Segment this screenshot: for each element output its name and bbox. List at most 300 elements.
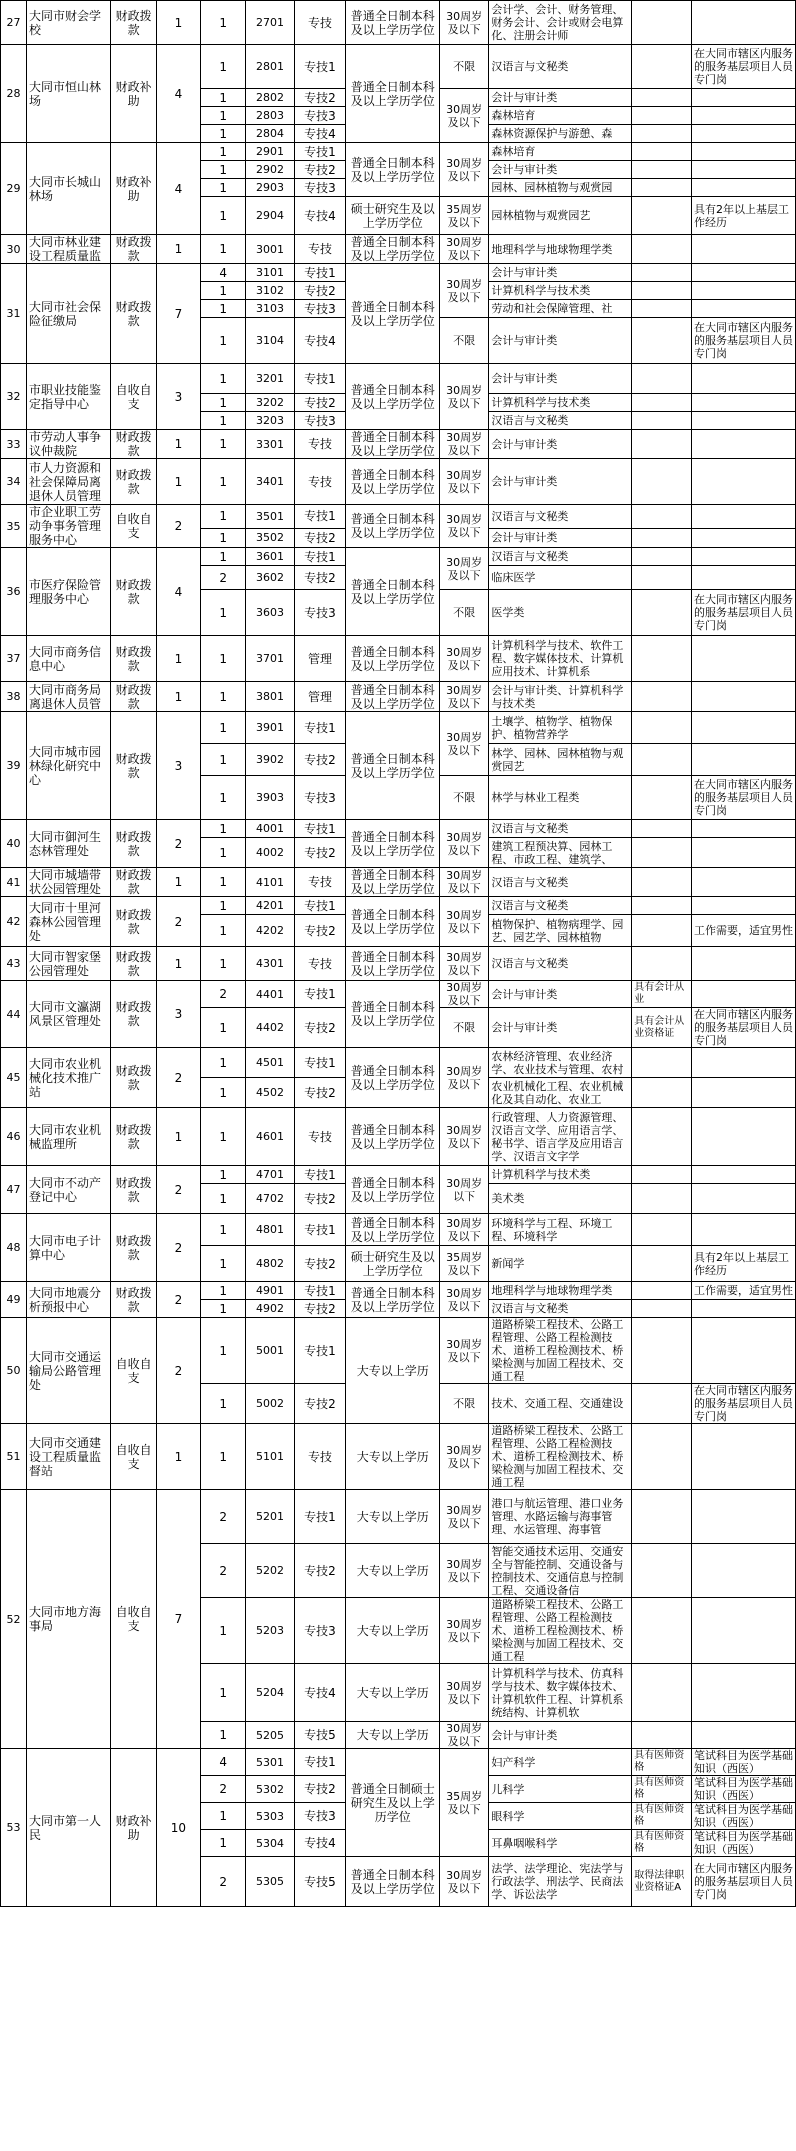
post-code: 4202 <box>246 915 294 947</box>
other-requirements: 笔试科目为医学基础知识（西医） <box>691 1803 795 1830</box>
qualification <box>632 1078 692 1108</box>
table-row <box>1 897 796 915</box>
age-limit: 30周岁及以下 <box>439 1108 488 1166</box>
unit-total: 7 <box>156 1490 200 1749</box>
post-code: 4001 <box>246 820 294 838</box>
other-requirements <box>691 1490 795 1544</box>
unit-name: 大同市社会保险征缴局 <box>26 264 110 364</box>
post-type: 专技3 <box>294 107 346 125</box>
post-code: 4801 <box>246 1214 294 1246</box>
post-code: 3101 <box>246 264 294 282</box>
education: 大专以上学历 <box>346 1424 440 1490</box>
post-count: 1 <box>201 1664 246 1722</box>
unit-name: 大同市第一人民 <box>26 1749 110 1907</box>
post-type: 专技1 <box>294 820 346 838</box>
fund-type: 财政拨款 <box>111 636 156 682</box>
post-count: 2 <box>201 1544 246 1598</box>
education: 普通全日制硕士研究生及以上学历学位 <box>346 1749 440 1857</box>
qualification <box>632 282 692 300</box>
education: 普通全日制本科及以上学历学位 <box>346 1857 440 1907</box>
education: 普通全日制本科及以上学历学位 <box>346 1214 440 1246</box>
major: 林学与林业工程类 <box>489 776 632 820</box>
qualification <box>632 528 692 547</box>
table-body <box>1 1 796 1907</box>
other-requirements <box>691 459 795 505</box>
qualification <box>632 89 692 107</box>
education: 普通全日制本科及以上学历学位 <box>346 459 440 505</box>
serial-number: 51 <box>1 1424 27 1490</box>
age-limit: 30周岁及以下 <box>439 505 488 548</box>
post-count: 1 <box>201 744 246 776</box>
education: 普通全日制本科及以上学历学位 <box>346 1048 440 1108</box>
post-code: 3103 <box>246 300 294 318</box>
post-count: 1 <box>201 1282 246 1300</box>
age-limit: 30周岁及以下 <box>439 820 488 868</box>
major: 行政管理、人力资源管理、汉语言文学、应用语言学、秘书学、语言学及应用语言学、汉语言文字学 <box>489 1108 632 1166</box>
unit-name: 市医疗保险管理服务中心 <box>26 548 110 636</box>
age-limit: 30周岁及以下 <box>439 143 488 197</box>
post-code: 4702 <box>246 1184 294 1214</box>
major: 森林培育 <box>489 143 632 161</box>
post-count: 1 <box>201 125 246 143</box>
qualification: 具有医师资格 <box>632 1749 692 1776</box>
major: 计算机科学与技术类 <box>489 282 632 300</box>
major: 汉语言与文秘类 <box>489 45 632 89</box>
post-count: 1 <box>201 300 246 318</box>
fund-type: 财政拨款 <box>111 1 156 45</box>
post-count: 1 <box>201 1598 246 1664</box>
unit-name: 大同市城市园林绿化研究中心 <box>26 712 110 820</box>
post-type: 专技 <box>294 459 346 505</box>
age-limit: 30周岁及以下 <box>439 1722 488 1749</box>
other-requirements <box>691 1318 795 1384</box>
post-code: 5204 <box>246 1664 294 1722</box>
education: 普通全日制本科及以上学历学位 <box>346 1166 440 1214</box>
post-type: 专技5 <box>294 1722 346 1749</box>
other-requirements <box>691 981 795 1008</box>
major: 汉语言与文秘类 <box>489 947 632 981</box>
post-code: 2903 <box>246 179 294 197</box>
post-count: 1 <box>201 1 246 45</box>
age-limit: 30周岁及以下 <box>439 1857 488 1907</box>
qualification <box>632 394 692 412</box>
post-count: 1 <box>201 548 246 566</box>
post-type: 专技4 <box>294 1664 346 1722</box>
qualification <box>632 1300 692 1318</box>
post-code: 2804 <box>246 125 294 143</box>
major: 会计与审计类 <box>489 981 632 1008</box>
other-requirements: 在大同市辖区内服务的服务基层项目人员专门岗 <box>691 590 795 636</box>
age-limit: 不限 <box>439 590 488 636</box>
unit-total: 2 <box>156 1318 200 1424</box>
fund-type: 财政拨款 <box>111 981 156 1048</box>
table-row <box>1 548 796 566</box>
post-count: 1 <box>201 1048 246 1078</box>
major: 汉语言与文秘类 <box>489 505 632 529</box>
serial-number: 30 <box>1 235 27 264</box>
other-requirements <box>691 1722 795 1749</box>
unit-name: 大同市商务局离退休人员管 <box>26 682 110 712</box>
post-count: 1 <box>201 838 246 868</box>
education: 普通全日制本科及以上学历学位 <box>346 947 440 981</box>
post-code: 3201 <box>246 364 294 394</box>
post-code: 4101 <box>246 868 294 897</box>
table-row <box>1 364 796 394</box>
post-code: 3001 <box>246 235 294 264</box>
post-type: 专技2 <box>294 394 346 412</box>
qualification <box>632 45 692 89</box>
qualification <box>632 1318 692 1384</box>
post-code: 3401 <box>246 459 294 505</box>
fund-type: 财政拨款 <box>111 947 156 981</box>
unit-total: 2 <box>156 505 200 548</box>
other-requirements: 工作需要，适宜男性 <box>691 915 795 947</box>
education: 普通全日制本科及以上学历学位 <box>346 820 440 868</box>
other-requirements <box>691 897 795 915</box>
other-requirements <box>691 744 795 776</box>
unit-name: 大同市文瀛湖风景区管理处 <box>26 981 110 1048</box>
qualification <box>632 776 692 820</box>
major: 港口与航运管理、港口业务管理、水路运输与海事管理、水运管理、海事管 <box>489 1490 632 1544</box>
other-requirements <box>691 394 795 412</box>
post-type: 专技4 <box>294 197 346 235</box>
post-count: 1 <box>201 915 246 947</box>
age-limit: 30周岁及以下 <box>439 636 488 682</box>
major: 汉语言与文秘类 <box>489 820 632 838</box>
unit-total: 2 <box>156 820 200 868</box>
major: 新闻学 <box>489 1246 632 1282</box>
post-code: 4701 <box>246 1166 294 1184</box>
post-code: 5201 <box>246 1490 294 1544</box>
post-type: 专技1 <box>294 1318 346 1384</box>
unit-total: 3 <box>156 364 200 430</box>
age-limit: 30周岁及以下 <box>439 430 488 459</box>
post-type: 专技2 <box>294 744 346 776</box>
table-row <box>1 868 796 897</box>
post-type: 专技 <box>294 1108 346 1166</box>
post-code: 3901 <box>246 712 294 744</box>
qualification <box>632 161 692 179</box>
fund-type: 财政拨款 <box>111 1166 156 1214</box>
other-requirements <box>691 235 795 264</box>
other-requirements: 笔试科目为医学基础知识（西医） <box>691 1830 795 1857</box>
education: 普通全日制本科及以上学历学位 <box>346 548 440 636</box>
other-requirements <box>691 179 795 197</box>
post-count: 1 <box>201 1078 246 1108</box>
serial-number: 28 <box>1 45 27 143</box>
education: 普通全日制本科及以上学历学位 <box>346 235 440 264</box>
post-code: 3902 <box>246 744 294 776</box>
age-limit: 30周岁及以下 <box>439 1544 488 1598</box>
post-type: 专技3 <box>294 1803 346 1830</box>
unit-total: 1 <box>156 235 200 264</box>
age-limit: 30周岁及以下 <box>439 1 488 45</box>
major: 会计与审计类 <box>489 89 632 107</box>
other-requirements: 笔试科目为医学基础知识（西医） <box>691 1749 795 1776</box>
major: 医学类 <box>489 590 632 636</box>
education: 普通全日制本科及以上学历学位 <box>346 636 440 682</box>
post-count: 1 <box>201 1108 246 1166</box>
major: 植物保护、植物病理学、园艺、园艺学、园林植物 <box>489 915 632 947</box>
major: 土壤学、植物学、植物保护、植物营养学 <box>489 712 632 744</box>
post-code: 4501 <box>246 1048 294 1078</box>
post-count: 1 <box>201 459 246 505</box>
major: 汉语言与文秘类 <box>489 412 632 430</box>
qualification <box>632 838 692 868</box>
post-type: 专技1 <box>294 712 346 744</box>
post-count: 1 <box>201 143 246 161</box>
table-row <box>1 143 796 161</box>
unit-total: 1 <box>156 459 200 505</box>
other-requirements <box>691 125 795 143</box>
serial-number: 44 <box>1 981 27 1048</box>
other-requirements <box>691 1214 795 1246</box>
table-row <box>1 505 796 529</box>
major: 劳动和社会保障管理、社 <box>489 300 632 318</box>
other-requirements <box>691 1424 795 1490</box>
unit-name: 大同市智家堡公园管理处 <box>26 947 110 981</box>
post-type: 专技2 <box>294 161 346 179</box>
table-row <box>1 459 796 505</box>
fund-type: 财政拨款 <box>111 548 156 636</box>
major: 汉语言与文秘类 <box>489 548 632 566</box>
major: 汉语言与文秘类 <box>489 897 632 915</box>
education: 硕士研究生及以上学历学位 <box>346 197 440 235</box>
other-requirements <box>691 107 795 125</box>
unit-name: 大同市交通建设工程质量监督站 <box>26 1424 110 1490</box>
qualification: 取得法律职业资格证A <box>632 1857 692 1907</box>
qualification <box>632 235 692 264</box>
serial-number: 32 <box>1 364 27 430</box>
unit-name: 市劳动人事争议仲裁院 <box>26 430 110 459</box>
unit-total: 2 <box>156 1214 200 1282</box>
qualification: 具有会计从业资格证 <box>632 1008 692 1048</box>
education: 大专以上学历 <box>346 1318 440 1424</box>
post-type: 专技1 <box>294 1214 346 1246</box>
post-code: 5101 <box>246 1424 294 1490</box>
unit-name: 大同市农业机械化技术推广站 <box>26 1048 110 1108</box>
post-count: 2 <box>201 1776 246 1803</box>
post-code: 5203 <box>246 1598 294 1664</box>
post-code: 4002 <box>246 838 294 868</box>
table-row <box>1 712 796 744</box>
age-limit: 30周岁及以下 <box>439 548 488 590</box>
serial-number: 29 <box>1 143 27 235</box>
post-count: 1 <box>201 89 246 107</box>
post-type: 专技3 <box>294 1598 346 1664</box>
post-count: 2 <box>201 981 246 1008</box>
table-row <box>1 1490 796 1544</box>
other-requirements: 在大同市辖区内服务的服务基层项目人员专门岗 <box>691 1008 795 1048</box>
fund-type: 财政拨款 <box>111 235 156 264</box>
post-type: 专技1 <box>294 264 346 282</box>
other-requirements <box>691 1166 795 1184</box>
serial-number: 48 <box>1 1214 27 1282</box>
major: 会计与审计类 <box>489 430 632 459</box>
post-count: 1 <box>201 364 246 394</box>
other-requirements: 在大同市辖区内服务的服务基层项目人员专门岗 <box>691 1857 795 1907</box>
major: 道路桥梁工程技术、公路工程管理、公路工程检测技术、道桥工程检测技术、桥梁检测与加固工程技术、交通工程 <box>489 1318 632 1384</box>
qualification <box>632 712 692 744</box>
post-count: 1 <box>201 897 246 915</box>
post-type: 专技1 <box>294 548 346 566</box>
major: 园林植物与观赏园艺 <box>489 197 632 235</box>
unit-name: 市企业职工劳动争事务管理服务中心 <box>26 505 110 548</box>
fund-type: 财政拨款 <box>111 868 156 897</box>
serial-number: 47 <box>1 1166 27 1214</box>
post-count: 1 <box>201 1424 246 1490</box>
major: 美术类 <box>489 1184 632 1214</box>
major: 农林经济管理、农业经济学、农业技术与管理、农村 <box>489 1048 632 1078</box>
post-count: 1 <box>201 45 246 89</box>
unit-name: 大同市农业机械监理所 <box>26 1108 110 1166</box>
post-count: 1 <box>201 412 246 430</box>
age-limit: 35周岁及以下 <box>439 1749 488 1857</box>
fund-type: 自收自支 <box>111 1424 156 1490</box>
unit-total: 10 <box>156 1749 200 1907</box>
major: 道路桥梁工程技术、公路工程管理、公路工程检测技术、道桥工程检测技术、桥梁检测与加固工程技术、交通工程 <box>489 1424 632 1490</box>
fund-type: 自收自支 <box>111 505 156 548</box>
age-limit: 不限 <box>439 45 488 89</box>
qualification <box>632 1166 692 1184</box>
post-code: 2801 <box>246 45 294 89</box>
post-count: 1 <box>201 161 246 179</box>
table-row <box>1 820 796 838</box>
unit-total: 1 <box>156 636 200 682</box>
unit-total: 1 <box>156 947 200 981</box>
post-type: 管理 <box>294 682 346 712</box>
major: 耳鼻咽喉科学 <box>489 1830 632 1857</box>
education: 大专以上学历 <box>346 1544 440 1598</box>
post-type: 专技 <box>294 1 346 45</box>
serial-number: 45 <box>1 1048 27 1108</box>
qualification <box>632 125 692 143</box>
serial-number: 38 <box>1 682 27 712</box>
age-limit: 30周岁及以下 <box>439 1282 488 1318</box>
post-type: 专技2 <box>294 1300 346 1318</box>
post-type: 专技 <box>294 1424 346 1490</box>
unit-total: 1 <box>156 1 200 45</box>
post-count: 1 <box>201 868 246 897</box>
qualification <box>632 1184 692 1214</box>
post-count: 1 <box>201 1830 246 1857</box>
other-requirements <box>691 89 795 107</box>
other-requirements <box>691 712 795 744</box>
post-type: 专技1 <box>294 897 346 915</box>
post-type: 专技3 <box>294 412 346 430</box>
unit-name: 大同市恒山林场 <box>26 45 110 143</box>
post-count: 1 <box>201 318 246 364</box>
post-count: 2 <box>201 566 246 590</box>
fund-type: 财政补助 <box>111 1749 156 1907</box>
post-code: 3301 <box>246 430 294 459</box>
post-code: 4301 <box>246 947 294 981</box>
post-code: 5001 <box>246 1318 294 1384</box>
post-code: 4401 <box>246 981 294 1008</box>
post-code: 2802 <box>246 89 294 107</box>
age-limit: 30周岁及以下 <box>439 364 488 430</box>
other-requirements <box>691 868 795 897</box>
other-requirements <box>691 1300 795 1318</box>
post-count: 1 <box>201 1722 246 1749</box>
post-type: 专技 <box>294 868 346 897</box>
other-requirements <box>691 838 795 868</box>
education: 大专以上学历 <box>346 1598 440 1664</box>
age-limit: 30周岁及以下 <box>439 981 488 1008</box>
qualification <box>632 1424 692 1490</box>
education: 大专以上学历 <box>346 1722 440 1749</box>
other-requirements <box>691 528 795 547</box>
unit-total: 1 <box>156 1108 200 1166</box>
age-limit: 30周岁及以下 <box>439 682 488 712</box>
post-type: 专技3 <box>294 300 346 318</box>
other-requirements <box>691 1664 795 1722</box>
major: 计算机科学与技术、仿真科学与技术、数字媒体技术、计算机软件工程、计算机系统结构、计算机软 <box>489 1664 632 1722</box>
post-count: 1 <box>201 235 246 264</box>
other-requirements <box>691 143 795 161</box>
post-type: 专技 <box>294 430 346 459</box>
age-limit: 30周岁及以下 <box>439 947 488 981</box>
other-requirements <box>691 412 795 430</box>
post-code: 3601 <box>246 548 294 566</box>
post-count: 1 <box>201 107 246 125</box>
serial-number: 43 <box>1 947 27 981</box>
age-limit: 30周岁及以下 <box>439 1424 488 1490</box>
post-count: 1 <box>201 1008 246 1048</box>
post-type: 专技1 <box>294 1166 346 1184</box>
serial-number: 39 <box>1 712 27 820</box>
post-count: 1 <box>201 947 246 981</box>
unit-total: 1 <box>156 430 200 459</box>
other-requirements <box>691 505 795 529</box>
table-row <box>1 1282 796 1300</box>
post-type: 专技2 <box>294 1184 346 1214</box>
major: 汉语言与文秘类 <box>489 1300 632 1318</box>
post-type: 专技2 <box>294 915 346 947</box>
post-count: 1 <box>201 636 246 682</box>
qualification <box>632 820 692 838</box>
post-type: 专技2 <box>294 838 346 868</box>
post-type: 专技2 <box>294 89 346 107</box>
post-code: 3801 <box>246 682 294 712</box>
other-requirements <box>691 548 795 566</box>
post-type: 专技3 <box>294 179 346 197</box>
qualification <box>632 915 692 947</box>
major: 会计与审计类 <box>489 264 632 282</box>
post-type: 专技2 <box>294 1776 346 1803</box>
fund-type: 财政拨款 <box>111 820 156 868</box>
education: 普通全日制本科及以上学历学位 <box>346 505 440 548</box>
serial-number: 36 <box>1 548 27 636</box>
fund-type: 财政拨款 <box>111 459 156 505</box>
post-type: 专技1 <box>294 45 346 89</box>
other-requirements: 工作需要，适宜男性 <box>691 1282 795 1300</box>
post-count: 1 <box>201 682 246 712</box>
qualification <box>632 1598 692 1664</box>
qualification <box>632 1384 692 1424</box>
post-code: 2901 <box>246 143 294 161</box>
table-row <box>1 682 796 712</box>
major: 会计与审计类 <box>489 459 632 505</box>
qualification <box>632 868 692 897</box>
qualification <box>632 107 692 125</box>
education: 普通全日制本科及以上学历学位 <box>346 897 440 947</box>
major: 儿科学 <box>489 1776 632 1803</box>
serial-number: 46 <box>1 1108 27 1166</box>
unit-total: 2 <box>156 1166 200 1214</box>
post-count: 2 <box>201 1857 246 1907</box>
serial-number: 35 <box>1 505 27 548</box>
